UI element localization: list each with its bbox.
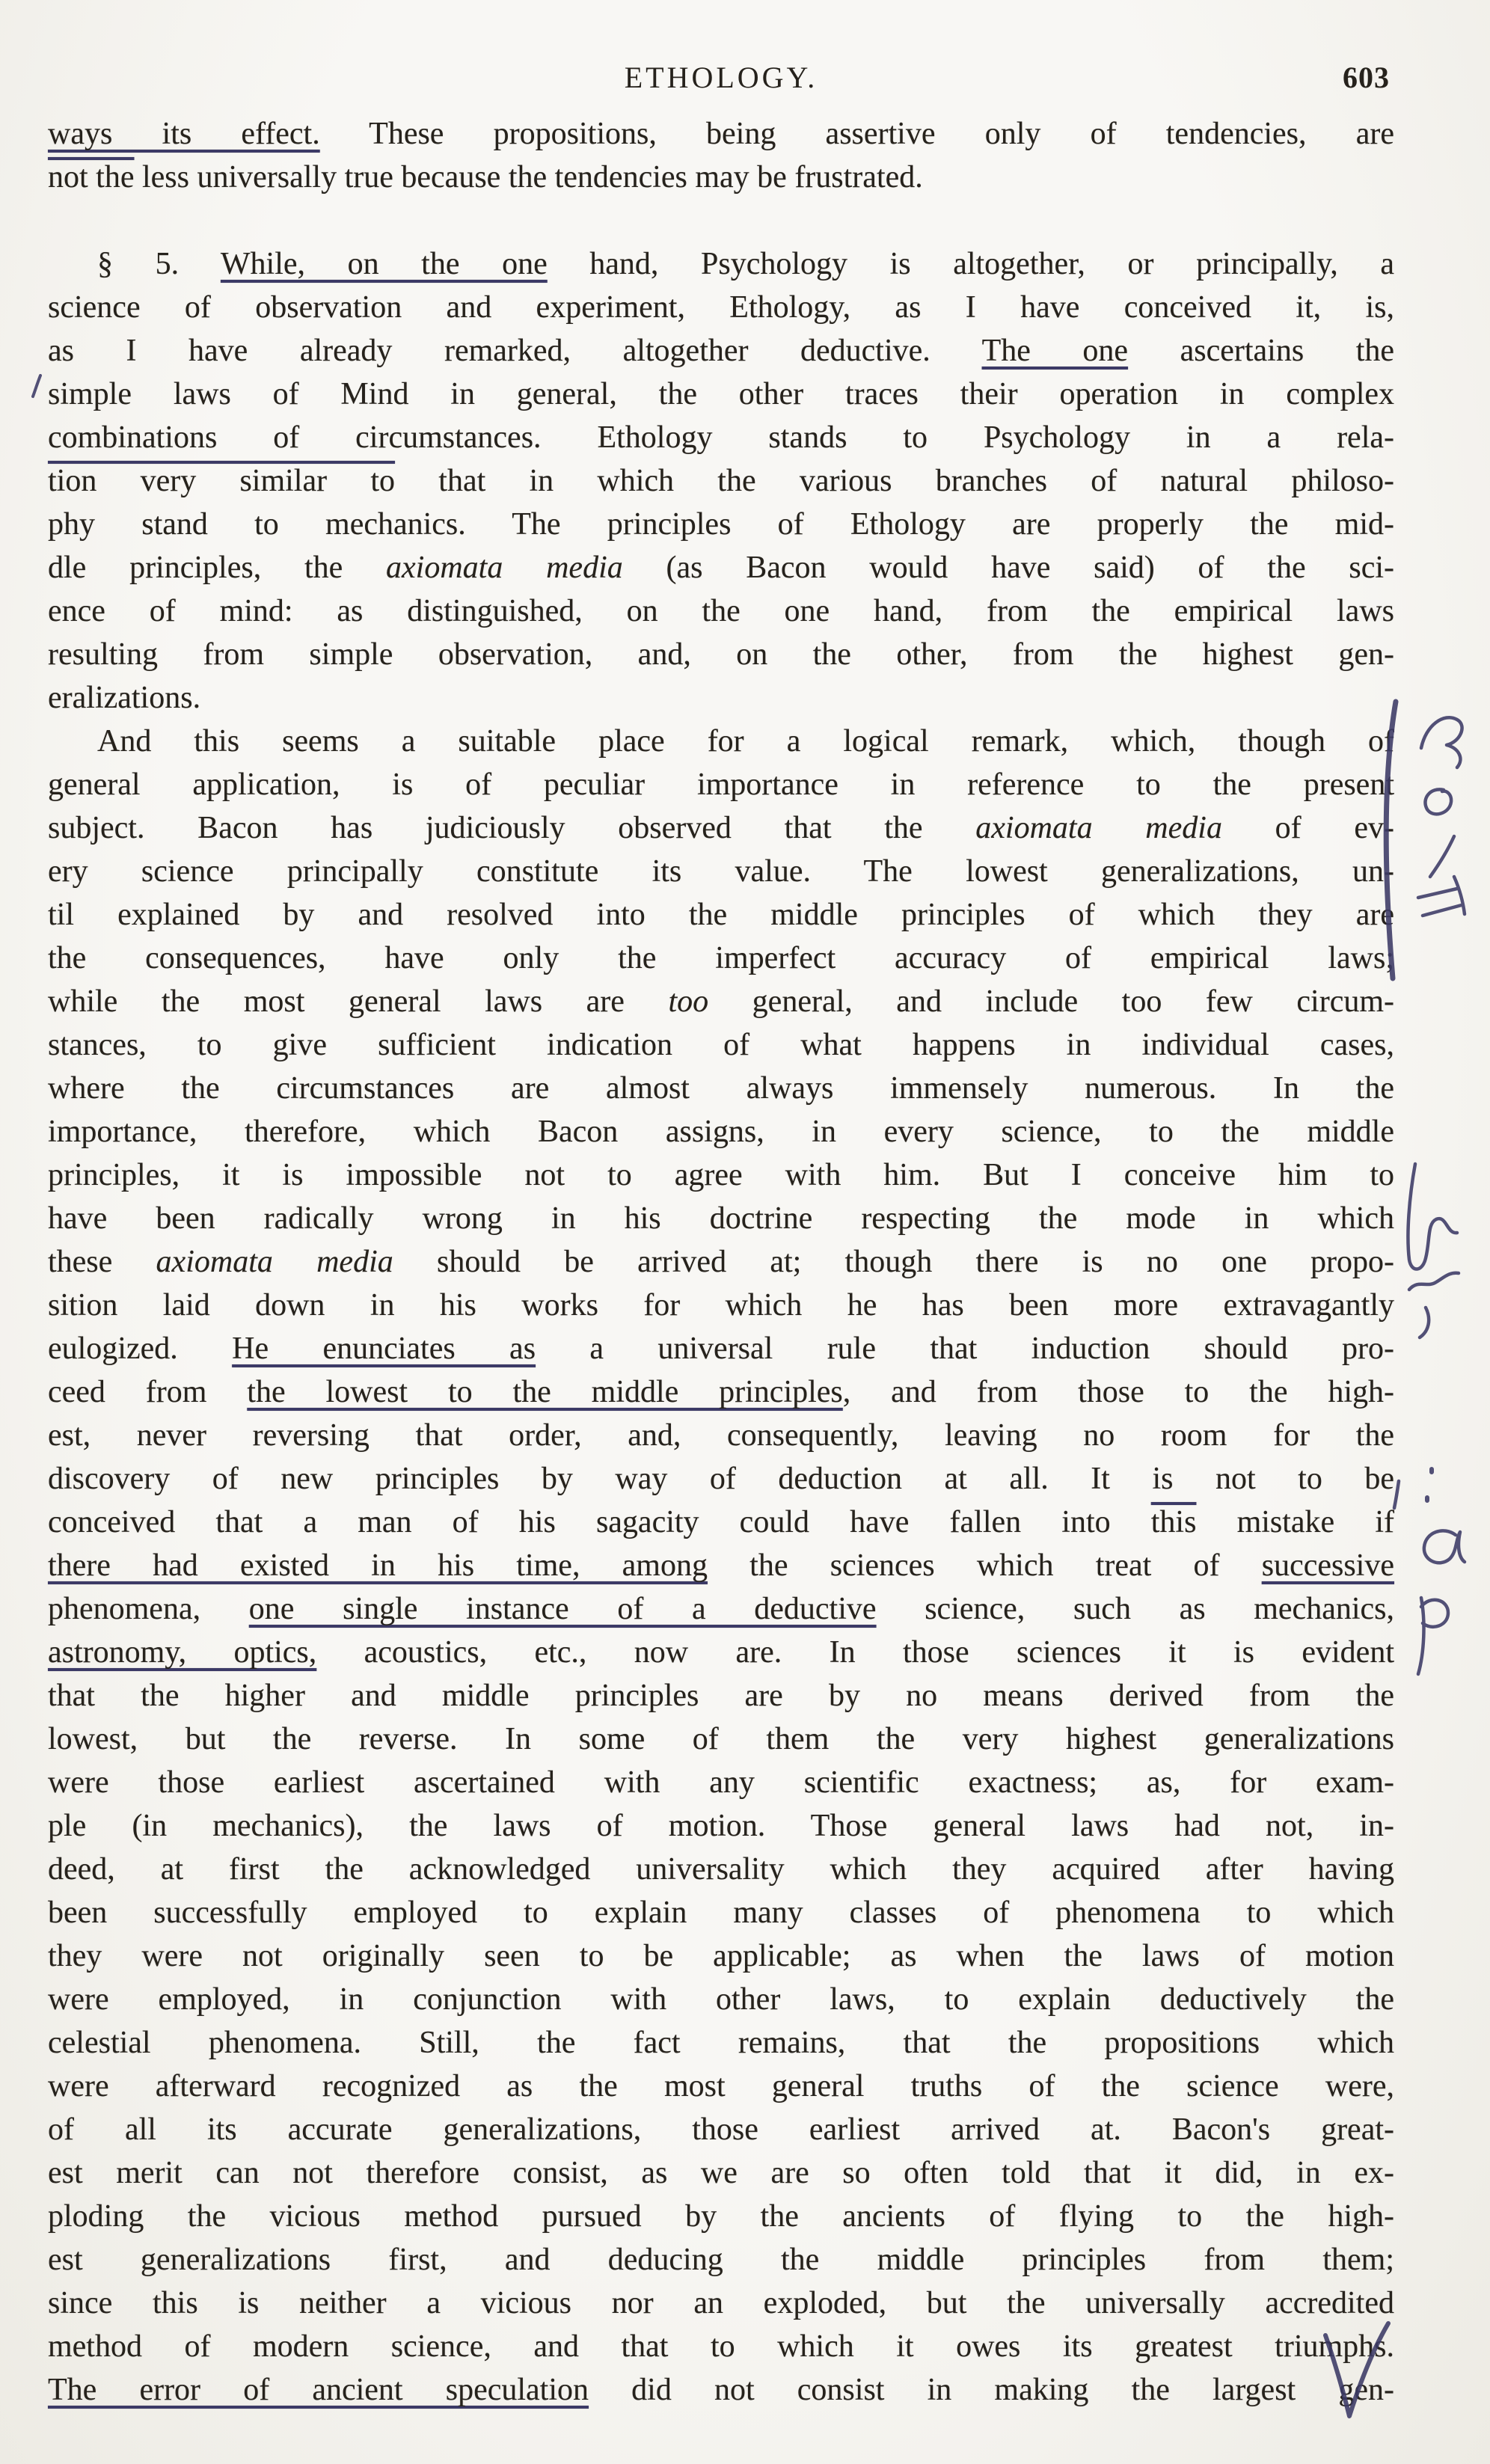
text-segment: were those earliest ascertained with any scientific exactness; as, for exam- bbox=[48, 1765, 1394, 1800]
text-line bbox=[48, 1370, 1394, 1414]
text-line bbox=[48, 1978, 1394, 2021]
text-segment: should be arrived at; though there is no one propo- bbox=[393, 1245, 1395, 1279]
text-line bbox=[48, 2238, 1394, 2281]
text-line bbox=[48, 1284, 1394, 1327]
text-segment: est merit can not therefore consist, as we are so often told that it did, in ex- bbox=[48, 2156, 1394, 2190]
text-segment: conceived that a man of his sagacity could have fallen into bbox=[48, 1505, 1151, 1539]
text-segment: successive bbox=[1261, 1548, 1394, 1583]
text-segment: deed, at first the acknowledged universality which they acquired after having bbox=[48, 1852, 1394, 1887]
text-segment: too bbox=[668, 984, 709, 1019]
text-line bbox=[48, 286, 1394, 329]
text-segment: were employed, in conjunction with other laws, to explain deductively the bbox=[48, 1982, 1394, 2017]
text-line bbox=[48, 2325, 1394, 2368]
text-segment: the consequences, have only the imperfect accuracy of empirical laws; bbox=[48, 941, 1394, 975]
text-line bbox=[48, 156, 1394, 199]
text-segment: (as Bacon would have said) of the sci- bbox=[622, 551, 1394, 585]
text-segment: tion very similar to bbox=[48, 464, 396, 498]
text-segment: axiomata media bbox=[386, 551, 623, 585]
text-segment: been successfully employed to explain many classes of phenomena to which bbox=[48, 1895, 1394, 1930]
text-segment: phenomena, bbox=[48, 1592, 249, 1626]
margin-scribble-dash bbox=[1394, 1481, 1399, 1508]
text-segment: were afterward recognized as the most general truths of the science were, bbox=[48, 2069, 1394, 2103]
text-line bbox=[48, 676, 1394, 720]
text-segment: eralizations. bbox=[48, 681, 201, 715]
text-segment: dle principles, the bbox=[48, 551, 387, 585]
text-line bbox=[48, 893, 1394, 937]
text-segment: lowest, but the reverse. In some of them the very highest generalizations bbox=[48, 1722, 1394, 1756]
text-segment: these bbox=[48, 1245, 156, 1279]
margin-scribble-slash bbox=[1430, 836, 1454, 877]
text-segment: And this seems a suitable place for a logical remark, which, though of bbox=[97, 724, 1394, 758]
margin-scribble-wave bbox=[1409, 1273, 1459, 1290]
text-segment: ascertains the bbox=[1128, 334, 1395, 368]
text-line bbox=[48, 1067, 1394, 1110]
margin-scribble-rho bbox=[1418, 1598, 1448, 1674]
paragraph-1 bbox=[48, 112, 1394, 199]
text-line bbox=[48, 2281, 1394, 2325]
text-segment: principles, it is impossible not to agree with him. But I conceive him to bbox=[48, 1158, 1394, 1192]
text-line bbox=[48, 1674, 1394, 1717]
text-segment: have been radically wrong in his doctrine respecting the mode in which bbox=[48, 1201, 1394, 1236]
text-line bbox=[48, 546, 1394, 589]
text-line bbox=[48, 1631, 1394, 1674]
text-segment: acoustics, etc., now are. In those sciences it is evident bbox=[316, 1635, 1394, 1670]
text-line bbox=[48, 1934, 1394, 1978]
text-line bbox=[48, 937, 1394, 980]
text-segment: of all its accurate generalizations, those earliest arrived at. Bacon's great- bbox=[48, 2112, 1394, 2147]
text-line bbox=[48, 850, 1394, 893]
text-line bbox=[48, 329, 1394, 373]
text-segment: less universally true because the tendencies may be frustrated. bbox=[134, 160, 923, 194]
text-line bbox=[48, 2108, 1394, 2151]
text-line bbox=[48, 1891, 1394, 1934]
text-line bbox=[48, 1457, 1394, 1501]
text-segment: The error of ancient speculation bbox=[48, 2373, 589, 2407]
margin-scribble-cursive bbox=[1408, 1164, 1457, 1269]
text-segment: sition laid down in his works for which he has been more extravagantly bbox=[48, 1288, 1394, 1323]
text-line bbox=[48, 1804, 1394, 1848]
text-segment: discovery of new principles by way of deduction at all. It is not to be bbox=[48, 1462, 1394, 1496]
text-segment: resulting from simple observation, and, on the other, from the highest gen- bbox=[48, 637, 1394, 672]
text-segment: est, never reversing that order, and, consequently, leaving no room for the bbox=[48, 1418, 1394, 1453]
text-segment: ploding the vicious method pursued by the ancients of flying to the high- bbox=[48, 2199, 1394, 2234]
text-line bbox=[48, 1197, 1394, 1240]
text-segment: While, on the one bbox=[220, 247, 548, 281]
text-segment: stances, to give sufficient indication of what happens in individual cases, bbox=[48, 1028, 1394, 1062]
text-line bbox=[48, 2065, 1394, 2108]
text-segment: , and from those to the high- bbox=[842, 1375, 1394, 1409]
text-segment: a universal rule that induction should pro- bbox=[536, 1331, 1395, 1366]
text-line bbox=[48, 1240, 1394, 1284]
text-segment: ple (in mechanics), the laws of motion. Those general laws had not, in- bbox=[48, 1809, 1394, 1843]
text-segment: est generalizations first, and deducing the middle principles from them; bbox=[48, 2243, 1394, 2277]
text-segment: phy stand to mechanics. The principles of Ethology are properly the mid- bbox=[48, 507, 1394, 542]
margin-scribble-loop bbox=[1421, 717, 1462, 767]
text-line bbox=[48, 242, 1394, 286]
text-segment: they were not originally seen to be applicable; as when the laws of motion bbox=[48, 1939, 1394, 1973]
text-segment: not the bbox=[48, 160, 135, 194]
text-line bbox=[48, 1327, 1394, 1370]
text-line bbox=[48, 1717, 1394, 1761]
text-line bbox=[48, 459, 1394, 503]
text-segment: as I have already remarked, altogether deductive. bbox=[48, 334, 982, 368]
text-segment: hand, Psychology is altogether, or principally, a bbox=[547, 247, 1394, 281]
text-block bbox=[48, 112, 1394, 2412]
text-line bbox=[48, 589, 1394, 633]
text-line bbox=[48, 763, 1394, 806]
text-segment: the lowest to the middle principles bbox=[247, 1375, 843, 1409]
text-line bbox=[48, 2151, 1394, 2195]
text-segment: one single instance of a deductive bbox=[248, 1592, 877, 1626]
text-segment: the sciences which treat of bbox=[707, 1548, 1262, 1583]
text-segment: ceed from bbox=[48, 1375, 248, 1409]
text-line bbox=[48, 806, 1394, 850]
text-line bbox=[48, 416, 1394, 459]
margin-scribble-alpha bbox=[1424, 1530, 1465, 1563]
text-line bbox=[48, 112, 1394, 156]
text-line bbox=[48, 2368, 1394, 2412]
text-line bbox=[48, 1761, 1394, 1804]
text-segment: science of observation and experiment, Ethology, as I have conceived it, is, bbox=[48, 290, 1394, 325]
text-line bbox=[48, 1023, 1394, 1067]
text-line bbox=[48, 2021, 1394, 2065]
text-line bbox=[48, 1110, 1394, 1153]
text-segment: § 5. bbox=[97, 247, 221, 281]
text-line bbox=[48, 373, 1394, 416]
margin-scribble-tail bbox=[1420, 1308, 1429, 1337]
text-line bbox=[48, 1414, 1394, 1457]
text-segment: general application, is of peculiar importance in reference to the present bbox=[48, 767, 1394, 802]
margin-scribble-arrow bbox=[1418, 877, 1465, 916]
text-segment: celestial phenomena. Still, the fact remains, that the propositions which bbox=[48, 2026, 1394, 2060]
text-segment: this bbox=[1150, 1505, 1197, 1539]
text-segment: while the most general laws are bbox=[48, 984, 669, 1019]
margin-scribble-dots bbox=[1427, 1469, 1432, 1501]
text-line bbox=[48, 633, 1394, 676]
paragraph-2 bbox=[48, 242, 1394, 720]
text-segment: He enunciates as bbox=[232, 1331, 536, 1366]
page-header bbox=[48, 60, 1394, 102]
margin-scribble-o bbox=[1425, 789, 1451, 814]
text-line bbox=[48, 1501, 1394, 1544]
text-segment: ery science principally constitute its value. The lowest generalizations, un- bbox=[48, 854, 1394, 889]
text-segment: where the circumstances are almost always immensely numerous. In the bbox=[48, 1071, 1394, 1106]
margin-tick-left bbox=[33, 376, 40, 396]
page-number: 603 bbox=[1343, 61, 1390, 94]
text-segment: of ev- bbox=[1221, 811, 1394, 845]
running-head: ETHOLOGY. bbox=[624, 61, 818, 94]
text-segment: mistake if bbox=[1196, 1505, 1394, 1539]
text-line bbox=[48, 980, 1394, 1023]
text-segment: These propositions, being assertive only of tendencies, are bbox=[319, 117, 1394, 151]
text-segment: science, such as mechanics, bbox=[876, 1592, 1394, 1626]
text-segment: method of modern science, and that to which it owes its greatest triumphs. bbox=[48, 2329, 1394, 2364]
text-segment: did not consist in making the largest gen- bbox=[589, 2373, 1394, 2407]
paragraph-3 bbox=[48, 720, 1394, 2412]
text-segment: The one bbox=[981, 334, 1129, 368]
text-line bbox=[48, 1153, 1394, 1197]
text-segment: astronomy, optics, bbox=[48, 1635, 317, 1670]
text-segment: subject. Bacon has judiciously observed that the bbox=[48, 811, 976, 845]
text-segment: since this is neither a vicious nor an exploded, but the universally accredited bbox=[48, 2286, 1394, 2320]
text-line bbox=[48, 1587, 1394, 1631]
text-segment: general, and include too few circum- bbox=[708, 984, 1394, 1019]
text-line bbox=[48, 720, 1394, 763]
text-segment: combinations of circumstances. Ethology stands to Psychology in a rela- bbox=[48, 420, 1394, 455]
text-segment: ways its effect. bbox=[48, 117, 320, 151]
text-segment: that in which the various branches of natural philoso- bbox=[395, 464, 1394, 498]
text-line bbox=[48, 1848, 1394, 1891]
text-segment: eulogized. bbox=[48, 1331, 233, 1366]
text-line bbox=[48, 503, 1394, 546]
text-segment: importance, therefore, which Bacon assigns, in every science, to the middle bbox=[48, 1115, 1394, 1149]
text-segment: axiomata media bbox=[975, 811, 1222, 845]
text-segment: that the higher and middle principles are by no means derived from the bbox=[48, 1679, 1394, 1713]
text-segment: axiomata media bbox=[156, 1245, 393, 1279]
text-segment: til explained by and resolved into the middle principles of which they are bbox=[48, 898, 1394, 932]
text-line bbox=[48, 1544, 1394, 1587]
text-segment: ence of mind: as distinguished, on the one hand, from the empirical laws bbox=[48, 594, 1394, 628]
text-line bbox=[48, 2195, 1394, 2238]
text-segment: there had existed in his time, among bbox=[48, 1548, 708, 1583]
text-segment: simple laws of Mind in general, the other traces their operation in complex bbox=[48, 377, 1394, 411]
